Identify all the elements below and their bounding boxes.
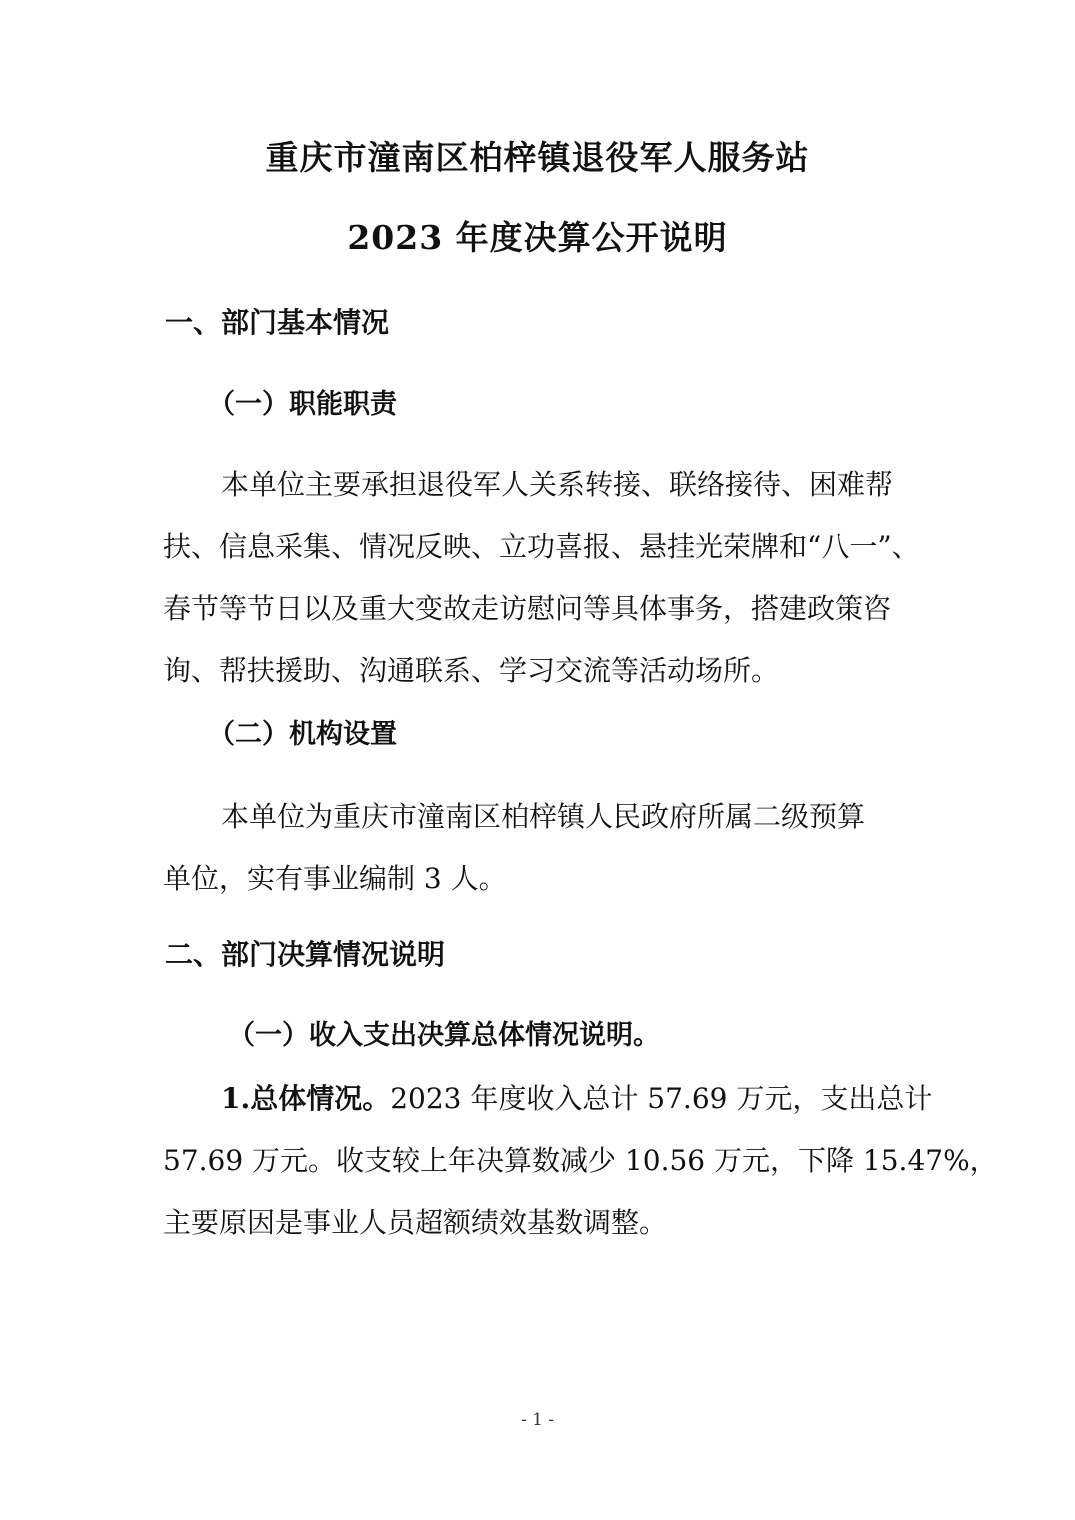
section-1-subheading-2: （二）机构设置: [208, 719, 397, 750]
section-2-subheading-1: （一）收入支出决算总体情况说明。: [228, 1020, 660, 1051]
paragraph-line: 单位，实有事业编制 3 人。: [163, 862, 507, 895]
document-title-line-2: 2023 年度决算公开说明: [347, 218, 728, 257]
paragraph-line: 询、帮扶援助、沟通联系、学习交流等活动场所。: [163, 654, 780, 687]
organization-paragraph: [163, 786, 915, 910]
paragraph-line: 扶、信息采集、情况反映、立功喜报、悬挂光荣牌和“八一”、: [163, 530, 920, 563]
paragraph-line: 本单位为重庆市潼南区柏梓镇人民政府所属二级预算: [221, 800, 866, 833]
overview-lead: 1.总体情况。: [221, 1082, 391, 1115]
section-2-heading: 二、部门决算情况说明: [165, 938, 446, 971]
section-1-heading: 一、部门基本情况: [165, 306, 390, 339]
paragraph-line: 本单位主要承担退役军人关系转接、联络接待、困难帮: [221, 468, 894, 501]
overview-line-1-rest: 2023 年度收入总计 57.69 万元，支出总计: [390, 1082, 933, 1115]
page-number: - 1 -: [520, 1410, 555, 1430]
document-title-line-1: 重庆市潼南区柏梓镇退役军人服务站: [265, 138, 810, 177]
section-1-subheading-1: （一）职能职责: [208, 389, 397, 420]
duties-paragraph: [163, 454, 920, 702]
paragraph-line: 春节等节日以及重大变故走访慰问等具体事务，搭建政策咨: [163, 592, 892, 625]
paragraph-line: 主要原因是事业人员超额绩效基数调整。: [163, 1206, 668, 1239]
overview-paragraph: [163, 1068, 998, 1254]
paragraph-line: 57.69 万元。收支较上年决算数减少 10.56 万元，下降 15.47%，: [163, 1144, 998, 1177]
paragraph-line: [163, 1068, 933, 1130]
